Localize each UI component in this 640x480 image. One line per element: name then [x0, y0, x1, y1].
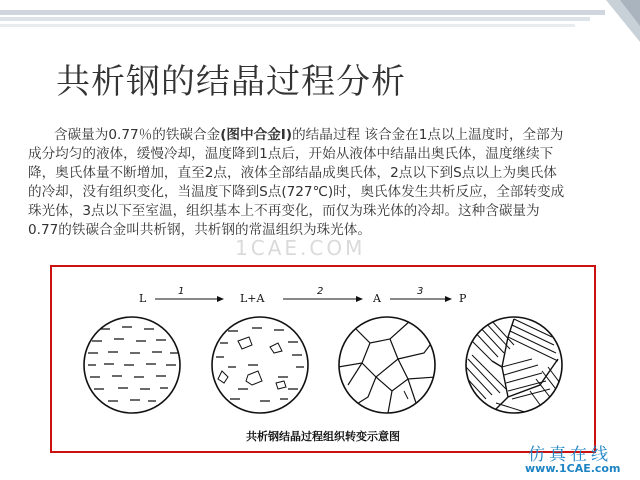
- corner-decoration: [620, 0, 640, 26]
- slide-title: 共析钢的结晶过程分析: [56, 62, 406, 102]
- line1-post: 的结晶过程 该合金在1点以上温度时，全部为: [292, 127, 564, 143]
- paragraph-line: 成分均匀的液体，缓慢冷却，温度降到1点后，开始从液体中结晶出奥氏体，温度继续下: [28, 146, 554, 162]
- step-number-2: 2: [317, 286, 324, 297]
- site-logo-text: 仿真在线: [528, 445, 612, 465]
- figure-caption: 共析钢结晶过程组织转变示意图: [246, 430, 400, 443]
- arrow-2: [283, 286, 363, 302]
- stage-label-4: P: [459, 292, 467, 305]
- header-stripe: [0, 10, 605, 15]
- paragraph-line: 的冷却，没有组织变化，当温度下降到S点(727℃)时，奥氏体发生共析反应，全部转变成: [28, 184, 565, 200]
- liquid-circle: [84, 317, 180, 413]
- step-number-3: 3: [417, 286, 424, 297]
- header-stripe: [0, 17, 590, 21]
- stage-label-3: A: [373, 292, 381, 305]
- liquid-austenite-circle: [212, 317, 308, 413]
- step-number-1: 1: [178, 286, 185, 297]
- line1-pre: 含碳量为0.77％的铁碳合金: [54, 127, 221, 143]
- paragraph-line: 0.77的铁碳合金叫共析钢，共析钢的常温组织为珠光体。: [28, 222, 371, 238]
- paragraph-line: 珠光体，3点以下至室温，组织基本上不再变化，而仅为珠光体的冷却。这种含碳量为: [28, 203, 540, 219]
- slide-paragraph: [28, 126, 628, 240]
- stage-label-1: L: [139, 292, 147, 305]
- header-stripe: [0, 24, 575, 27]
- arrow-1: [155, 286, 224, 302]
- arrow-3: [390, 286, 452, 302]
- watermark: 1CAE.COM: [235, 236, 366, 260]
- pearlite-circle: [464, 317, 566, 417]
- site-logo-url: www.1CAE.com: [525, 462, 621, 475]
- slide-header-band: [0, 0, 640, 42]
- paragraph-line: 降，奥氏体量不断增加，直至2点，液体全部结晶成奥氏体，2点以下到S点以上为奥氏体: [28, 165, 557, 181]
- line1-bold: (图中合金Ⅰ): [220, 127, 293, 143]
- austenite-circle: [338, 317, 436, 413]
- paragraph-line: [28, 126, 628, 145]
- stage-label-2: L+A: [240, 292, 265, 305]
- crystallization-figure: [50, 265, 596, 453]
- figure-svg: [52, 267, 594, 451]
